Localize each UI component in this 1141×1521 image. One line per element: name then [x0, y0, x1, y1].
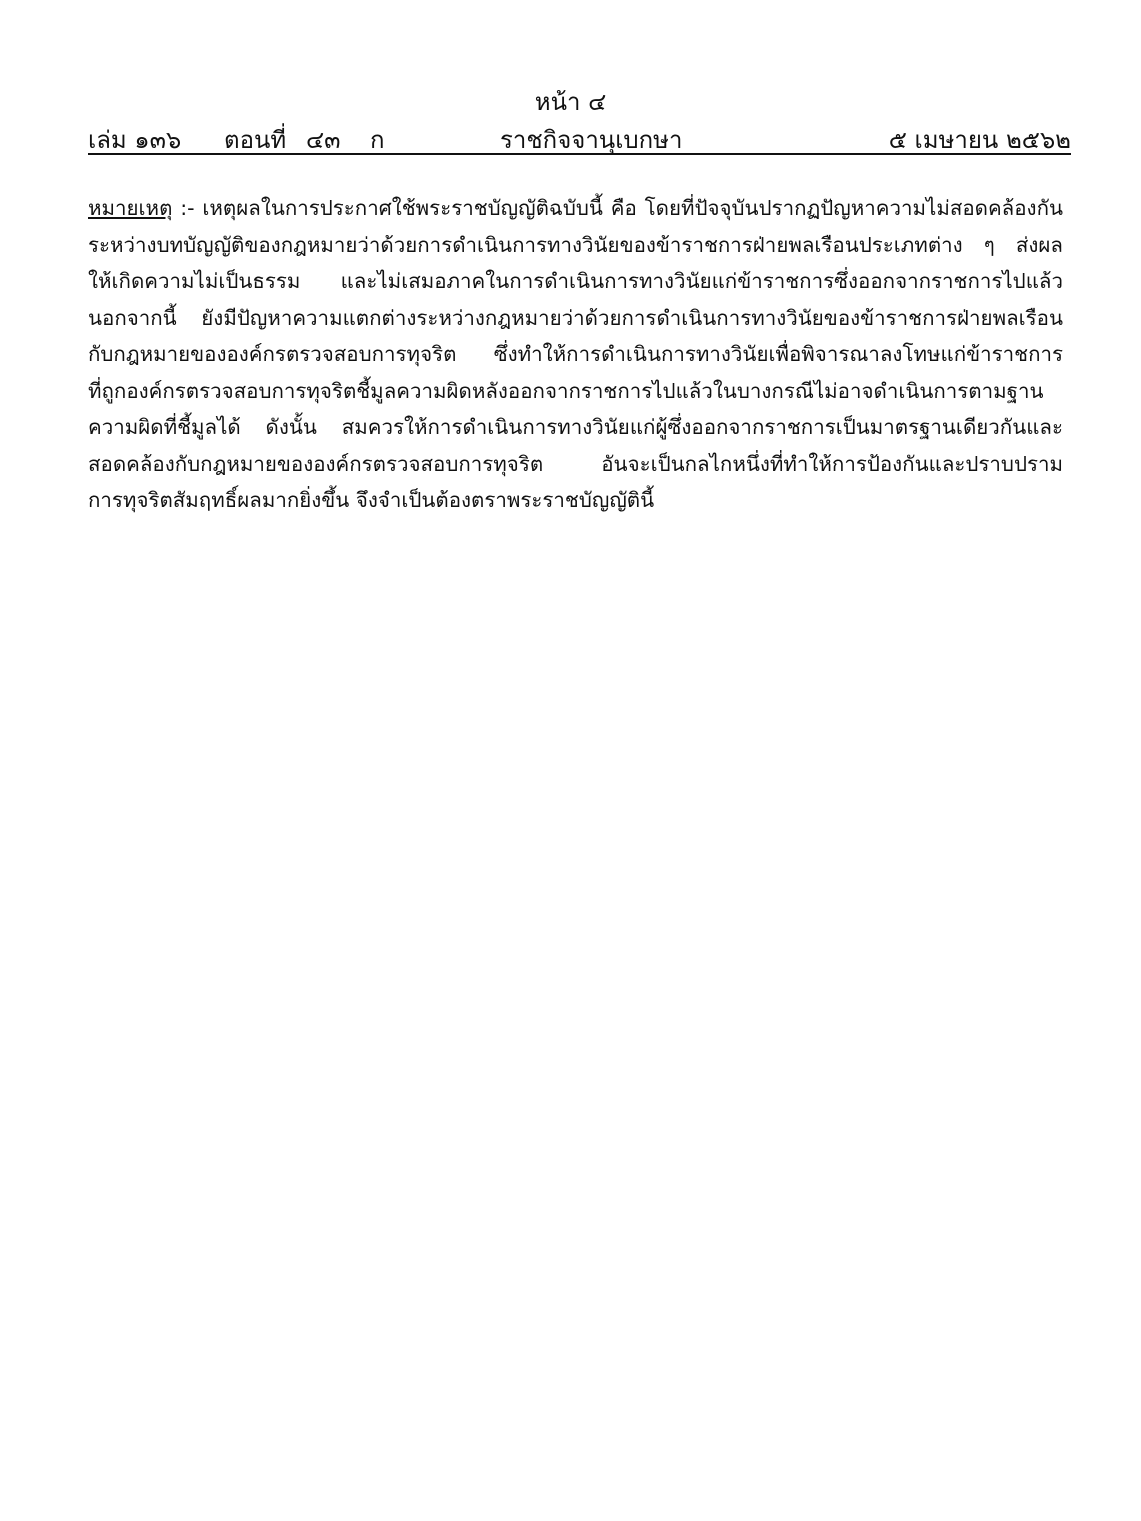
remark-line: การทุจริตสัมฤทธิ์ผลมากยิ่งขึ้น จึงจำเป็นต้องตราพระราชบัญญัตินี้	[88, 488, 655, 512]
remark-line: นอกจากนี้ ยังมีปัญหาความแตกต่างระหว่างกฎหมายว่าด้วยการดำเนินการทางวินัยของข้าราชการฝ่ายพลเรือน	[88, 305, 1063, 330]
issue-number: ๔๓	[306, 126, 341, 154]
remark-line: ความผิดที่ชี้มูลได้ ดังนั้น สมควรให้การดำเนินการทางวินัยแก่ผู้ซึ่งออกจากราชการเป็นมาตรฐานเดียวกันและ	[88, 415, 1063, 439]
volume-number: เล่ม ๑๓๖	[88, 126, 182, 154]
page-number: หน้า ๔	[534, 88, 607, 116]
publication-date: ๕ เมษายน ๒๕๖๒	[888, 126, 1071, 154]
gazette-header	[88, 120, 1071, 154]
publication-title: ราชกิจจานุเบกษา	[500, 126, 683, 154]
remark-line: กับกฎหมายขององค์กรตรวจสอบการทุจริต ซึ่งทำให้การดำเนินการทางวินัยเพื่อพิจารณาลงโทษแก่ข้าราชการ	[88, 342, 1063, 366]
remark-line: ให้เกิดความไม่เป็นธรรม และไม่เสมอภาคในการดำเนินการทางวินัยแก่ข้าราชการซึ่งออกจากราชการไปแล้ว	[88, 269, 1063, 293]
header-divider	[88, 153, 1071, 155]
remark-line: ระหว่างบทบัญญัติของกฎหมายว่าด้วยการดำเนินการทางวินัยของข้าราชการฝ่ายพลเรือนประเภทต่าง ๆ ส่งผล	[88, 232, 1063, 257]
issue-label: ตอนที่	[224, 126, 287, 154]
remark-paragraph	[88, 190, 1063, 519]
remark-first-line-text: :- เหตุผลในการประกาศใช้พระราชบัญญัติฉบับนี้ คือ โดยที่ปัจจุบันปรากฏปัญหาความไม่สอดคล้องกัน	[172, 196, 1063, 220]
remark-label: หมายเหตุ	[88, 196, 173, 220]
remark-line: ที่ถูกองค์กรตรวจสอบการทุจริตชี้มูลความผิดหลังออกจากราชการไปแล้วในบางกรณีไม่อาจดำเนินการตามฐาน	[88, 378, 1044, 403]
remark-line: สอดคล้องกับกฎหมายขององค์กรตรวจสอบการทุจริต อันจะเป็นกลไกหนึ่งที่ทำให้การป้องกันและปราบปราม	[88, 451, 1063, 476]
section-letter: ก	[370, 126, 385, 154]
remark-line	[88, 190, 1063, 227]
